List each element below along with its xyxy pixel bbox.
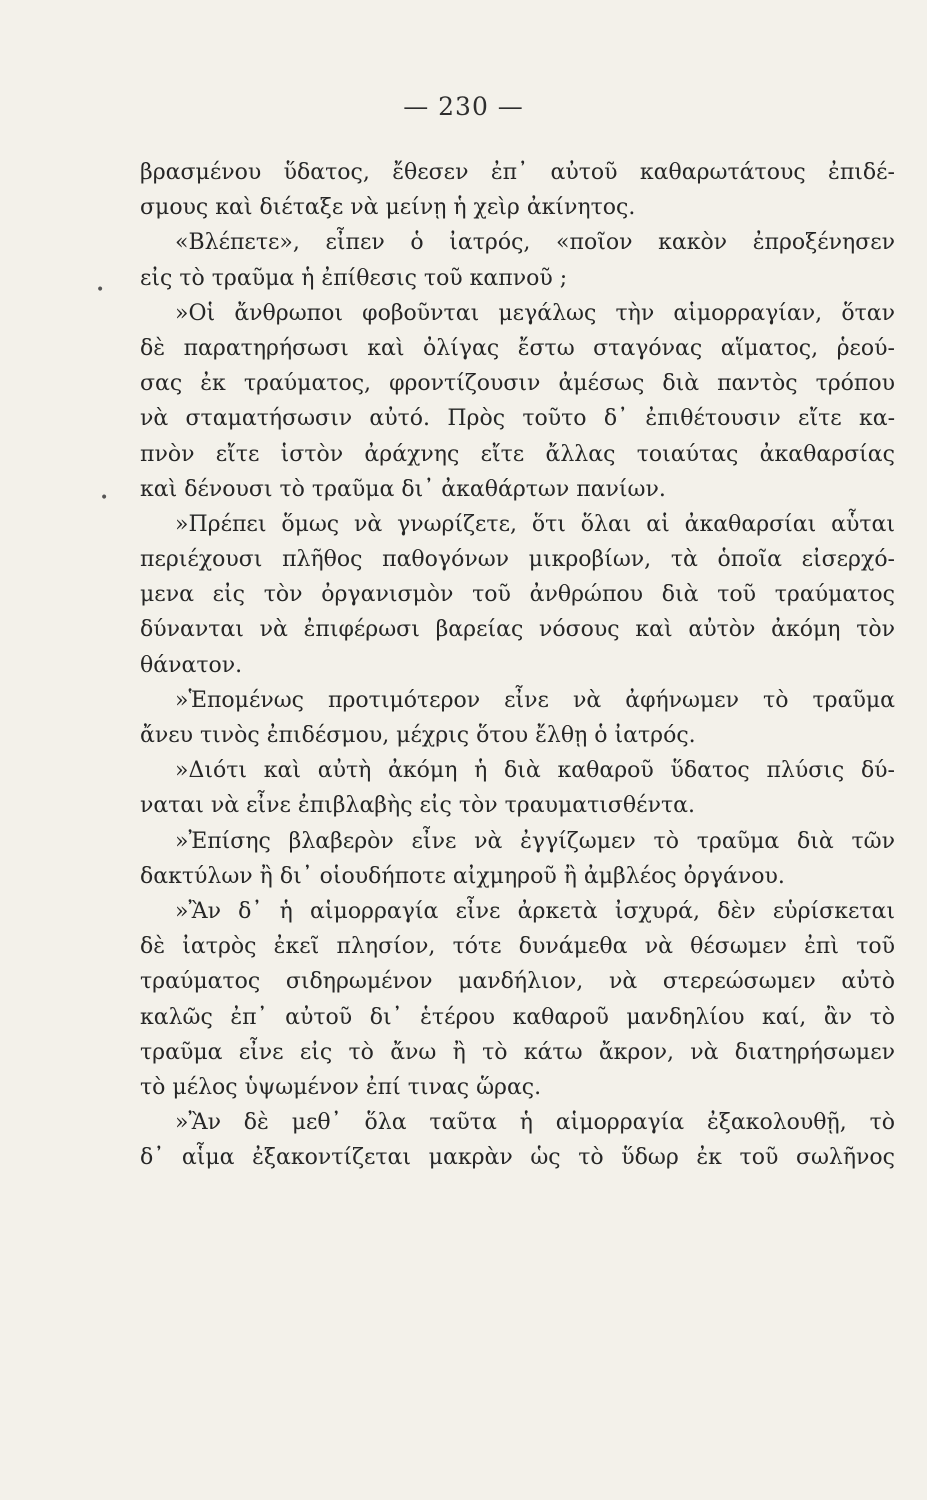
text-line: ναται νὰ εἶνε ἐπιβλαβὴς εἰς τὸν τραυματισθέντα. [140, 793, 695, 819]
text-line: δὲ ἰατρὸς ἐκεῖ πλησίον, τότε δυνάμεθα νὰ θέσωμεν ἐπὶ τοῦ [140, 934, 895, 960]
text-line: νὰ σταματήσωσιν αὐτό. Πρὸς τοῦτο δ᾽ ἐπιθέτουσιν εἴτε κα- [140, 406, 895, 432]
text-line: δὲ παρατηρήσωσι καὶ ὀλίγας ἔστω σταγόνας αἵματος, ῥεού- [140, 335, 895, 361]
text-line: »Ἐπίσης βλαβερὸν εἶνε νὰ ἐγγίζωμεν τὸ τραῦμα διὰ τῶν [175, 828, 895, 854]
text-line: μενα εἰς τὸν ὀργανισμὸν τοῦ ἀνθρώπου διὰ τοῦ τραύματος [140, 582, 895, 608]
text-line: »Πρέπει ὅμως νὰ γνωρίζετε, ὅτι ὅλαι αἱ ἀκαθαρσίαι αὗται [175, 511, 895, 537]
text-line: ἄνευ τινὸς ἐπιδέσμου, μέχρις ὅτου ἔλθῃ ὁ ἰατρός. [140, 723, 696, 748]
text-line: σας ἐκ τραύματος, φροντίζουσιν ἀμέσως διὰ παντὸς τρόπου [140, 371, 895, 397]
text-line: καὶ δένουσι τὸ τραῦμα δι᾽ ἀκαθάρτων πανίων. [140, 476, 666, 502]
text-line: βρασμένου ὕδατος, ἔθεσεν ἐπ᾽ αὐτοῦ καθαρωτάτους ἐπιδέ- [140, 160, 895, 185]
text-line: εἰς τὸ τραῦμα ἡ ἐπίθεσις τοῦ καπνοῦ ; [140, 265, 568, 291]
text-line: »Ἑπομένως προτιμότερον εἶνε νὰ ἀφήνωμεν τὸ τραῦμα [175, 687, 895, 713]
text-line: περιέχουσι πλῆθος παθογόνων μικροβίων, τὰ ὁποῖα εἰσερχό- [140, 547, 895, 573]
text-line: τὸ μέλος ὑψωμένον ἐπί τινας ὥρας. [140, 1074, 542, 1100]
text-line: »Ἂν δὲ μεθ᾽ ὅλα ταῦτα ἡ αἱμορραγία ἐξακολουθῇ, τὸ [175, 1110, 895, 1136]
text-line: καλῶς ἐπ᾽ αὐτοῦ δι᾽ ἑτέρου καθαροῦ μανδηλίου καί, ἂν τὸ [140, 1004, 895, 1030]
text-line: τραύματος σιδηρωμένον μανδήλιον, νὰ στερεώσωμεν αὐτὸ [140, 969, 895, 995]
margin-dot: • [96, 282, 105, 298]
text-line: σμους καὶ διέταξε νὰ μείνῃ ἡ χεὶρ ἀκίνητος. [140, 195, 636, 221]
text-line: »Διότι καὶ αὐτὴ ἀκόμη ἡ διὰ καθαροῦ ὕδατος πλύσις δύ- [175, 758, 895, 784]
text-line: θάνατον. [140, 652, 243, 678]
text-line: «Βλέπετε», εἶπεν ὁ ἰατρός, «ποῖον κακὸν ἐπροξένησεν [175, 230, 895, 256]
text-line: »Οἱ ἄνθρωποι φοβοῦνται μεγάλως τὴν αἱμορραγίαν, ὅταν [175, 300, 895, 326]
text-line: δύνανται νὰ ἐπιφέρωσι βαρείας νόσους καὶ αὐτὸν ἀκόμη τὸν [140, 617, 895, 643]
text-line: »Ἂν δ᾽ ἡ αἱμορραγία εἶνε ἀρκετὰ ἰσχυρά, δὲν εὑρίσκεται [175, 898, 895, 924]
body-text [140, 155, 895, 1175]
text-line: πνὸν εἴτε ἱστὸν ἀράχνης εἴτε ἄλλας τοιαύτας ἀκαθαρσίας [140, 441, 895, 467]
text-line: τραῦμα εἶνε εἰς τὸ ἄνω ἢ τὸ κάτω ἄκρον, νὰ διατηρήσωμεν [140, 1039, 895, 1065]
text-line: δακτύλων ἢ δι᾽ οἱουδήποτε αἰχμηροῦ ἢ ἀμβλέος ὀργάνου. [140, 863, 785, 889]
text-line: δ᾽ αἷμα ἐξακοντίζεται μακρὰν ὡς τὸ ὕδωρ ἐκ τοῦ σωλῆνος [140, 1145, 895, 1171]
margin-dot: • [100, 490, 109, 506]
page-number: — 230 — [403, 92, 524, 121]
